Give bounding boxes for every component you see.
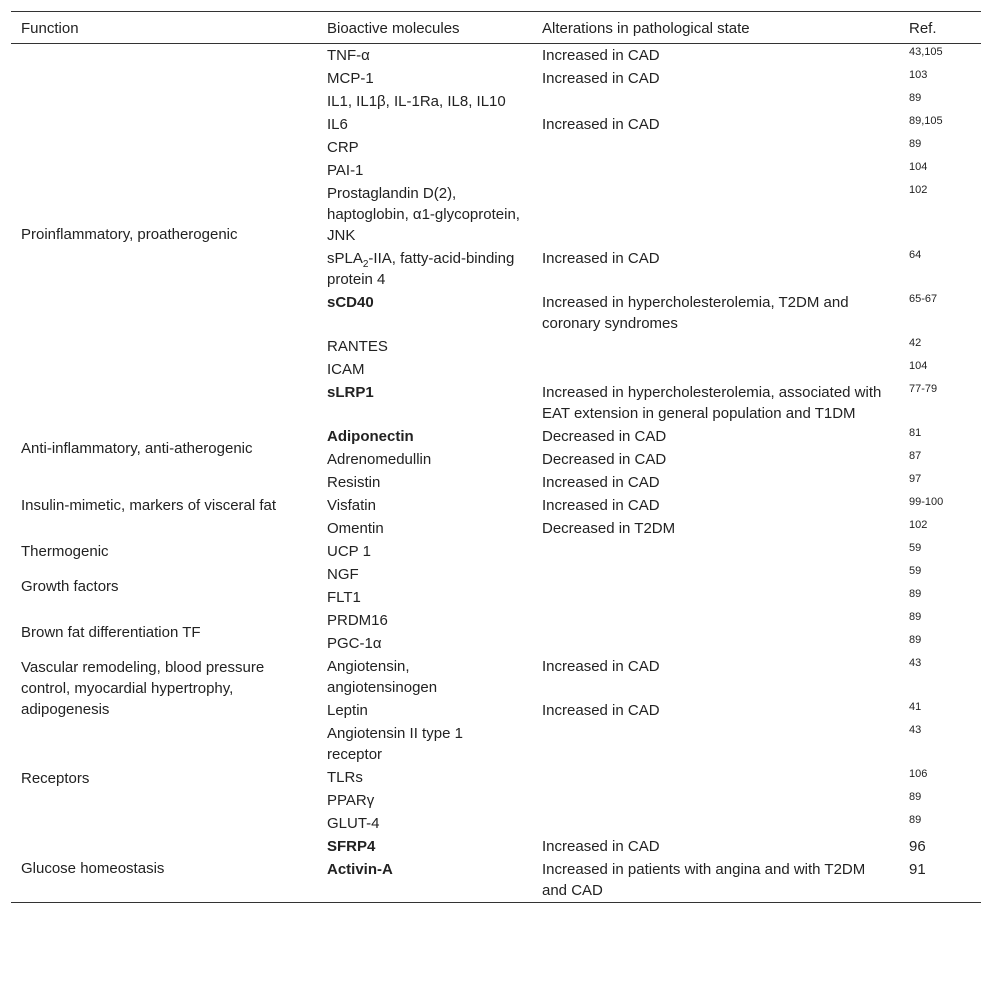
alteration-cell <box>532 182 899 247</box>
alteration-cell <box>532 159 899 182</box>
function-cell: Growth factors <box>21 577 119 595</box>
alteration-cell: Decreased in T2DM <box>542 520 676 537</box>
molecule-text: Adiponectin <box>327 428 414 445</box>
molecule-text: -IIA, fatty-acid-binding protein 4 <box>327 250 515 288</box>
molecule-cell <box>317 113 532 136</box>
table-row <box>11 609 981 632</box>
alteration-cell: Decreased in CAD <box>542 451 667 468</box>
ref-cell: 89 <box>909 814 922 826</box>
ref-cell: 81 <box>909 427 922 439</box>
molecule-cell <box>317 722 532 766</box>
table-row <box>11 44 981 68</box>
molecule-text: IL6 <box>327 116 348 133</box>
ref-cell: 96 <box>909 838 926 855</box>
ref-cell: 99-100 <box>909 496 944 508</box>
alteration-cell <box>532 812 899 835</box>
molecule-text: NGF <box>327 566 359 583</box>
ref-cell: 89 <box>909 588 922 600</box>
function-cell: Insulin-mimetic, markers of visceral fat <box>21 497 277 514</box>
molecule-cell <box>317 563 532 586</box>
ref-cell: 102 <box>909 519 928 531</box>
ref-cell: 87 <box>909 450 922 462</box>
alteration-cell <box>532 540 899 563</box>
molecule-cell <box>317 291 532 335</box>
molecule-cell <box>317 247 532 291</box>
ref-cell: 103 <box>909 69 928 81</box>
table-row <box>11 471 981 494</box>
data-table <box>11 11 981 903</box>
molecule-text: Angiotensin, angiotensinogen <box>327 658 438 696</box>
molecule-text: FLT1 <box>327 589 361 606</box>
alteration-cell <box>532 358 899 381</box>
table-row <box>11 655 981 699</box>
table-body <box>11 44 981 903</box>
molecule-cell <box>317 812 532 835</box>
function-cell: Brown fat differentiation TF <box>21 623 201 641</box>
table-row <box>11 835 981 858</box>
alteration-cell: Increased in CAD <box>542 250 660 267</box>
ref-cell: 102 <box>909 184 928 196</box>
molecule-text: MCP-1 <box>327 70 374 87</box>
molecule-text: sPLA <box>327 250 363 267</box>
molecule-text: Prostaglandin D(2), haptoglobin, α1-glycoprotein, JNK <box>327 185 520 244</box>
molecule-cell <box>317 159 532 182</box>
alteration-cell <box>532 136 899 159</box>
ref-cell: 106 <box>909 768 928 780</box>
ref-cell: 43 <box>909 657 922 669</box>
ref-cell: 89 <box>909 92 922 104</box>
ref-cell: 65-67 <box>909 293 938 305</box>
molecule-cell <box>317 835 532 858</box>
ref-cell: 64 <box>909 249 922 261</box>
ref-cell: 41 <box>909 701 922 713</box>
alteration-cell <box>532 632 899 655</box>
molecule-text: IL1, IL1β, IL-1Ra, IL8, IL10 <box>327 93 506 110</box>
header-alterations: Alterations in pathological state <box>542 20 750 37</box>
function-cell: Thermogenic <box>21 543 109 560</box>
alteration-cell <box>532 609 899 632</box>
header-molecules: Bioactive molecules <box>327 20 460 37</box>
molecule-text: Leptin <box>327 702 368 719</box>
molecule-cell <box>317 655 532 699</box>
header-row <box>11 12 981 44</box>
ref-cell: 89 <box>909 634 922 646</box>
molecule-text: Activin-A <box>327 861 393 878</box>
alteration-cell: Increased in CAD <box>542 838 660 855</box>
molecule-cell <box>317 858 532 903</box>
molecule-text: TLRs <box>327 769 363 786</box>
molecule-subscript: 2 <box>362 259 369 270</box>
alteration-cell: Increased in CAD <box>542 47 660 64</box>
function-cell: Receptors <box>21 770 90 787</box>
molecule-cell <box>317 335 532 358</box>
molecule-cell <box>317 136 532 159</box>
function-cell: Glucose homeostasis <box>21 860 165 877</box>
molecule-cell <box>317 609 532 632</box>
alteration-cell: Increased in CAD <box>542 116 660 133</box>
alteration-cell: Increased in patients with angina and with T2DM and CAD <box>542 861 866 899</box>
molecule-cell <box>317 586 532 609</box>
molecule-text: Visfatin <box>327 497 376 514</box>
alteration-cell: Increased in hypercholesterolemia, T2DM and coronary syndromes <box>542 294 849 332</box>
table-row <box>11 722 981 766</box>
header-function: Function <box>21 20 79 37</box>
table-row <box>11 540 981 563</box>
function-cell: Proinflammatory, proatherogenic <box>21 226 238 243</box>
alteration-cell: Increased in CAD <box>542 497 660 514</box>
molecule-cell <box>317 425 532 448</box>
molecule-cell <box>317 540 532 563</box>
alteration-cell: Decreased in CAD <box>542 428 667 445</box>
molecule-cell <box>317 448 532 471</box>
molecule-cell <box>317 90 532 113</box>
molecule-text: TNF-α <box>327 47 370 64</box>
molecule-text: Adrenomedullin <box>327 451 432 468</box>
ref-cell: 43,105 <box>909 46 943 58</box>
table-header <box>11 12 981 44</box>
alteration-cell <box>532 722 899 766</box>
alteration-cell: Increased in CAD <box>542 474 660 491</box>
ref-cell: 104 <box>909 360 928 372</box>
molecule-text: PPARγ <box>327 792 375 809</box>
molecule-cell <box>317 789 532 812</box>
ref-cell: 89 <box>909 791 922 803</box>
molecule-text: Omentin <box>327 520 384 537</box>
molecule-text: ICAM <box>327 361 365 378</box>
ref-cell: 59 <box>909 542 922 554</box>
molecule-text: sCD40 <box>327 294 374 311</box>
molecule-cell <box>317 44 532 68</box>
molecule-text: RANTES <box>327 338 388 355</box>
molecule-cell <box>317 766 532 789</box>
molecule-text: sLRP1 <box>327 384 374 401</box>
alteration-cell <box>532 90 899 113</box>
alteration-cell <box>532 789 899 812</box>
molecule-cell <box>317 381 532 425</box>
function-cell: Anti-inflammatory, anti-atherogenic <box>21 439 253 457</box>
ref-cell: 104 <box>909 161 928 173</box>
molecule-text: SFRP4 <box>327 838 376 855</box>
header-ref: Ref. <box>909 20 937 37</box>
molecule-text: Angiotensin II type 1 receptor <box>327 725 463 763</box>
function-cell: Vascular remodeling, blood pressure control, myocardial hypertrophy, adipogenesis <box>21 659 265 718</box>
alteration-cell: Increased in hypercholesterolemia, associated with EAT extension in general population and T1DM <box>542 384 882 422</box>
ref-cell: 91 <box>909 861 926 878</box>
molecule-text: PGC-1α <box>327 635 382 652</box>
alteration-cell: Increased in CAD <box>542 702 660 719</box>
alteration-cell <box>532 766 899 789</box>
ref-cell: 77-79 <box>909 383 938 395</box>
molecule-text: CRP <box>327 139 359 156</box>
molecule-cell <box>317 517 532 540</box>
table-row <box>11 563 981 586</box>
ref-cell: 97 <box>909 473 922 485</box>
ref-cell: 43 <box>909 724 922 736</box>
alteration-cell <box>532 563 899 586</box>
molecule-cell <box>317 494 532 517</box>
molecule-text: Resistin <box>327 474 381 491</box>
ref-cell: 89 <box>909 138 922 150</box>
ref-cell: 89 <box>909 611 922 623</box>
molecule-cell <box>317 358 532 381</box>
molecule-cell <box>317 632 532 655</box>
ref-cell: 59 <box>909 565 922 577</box>
molecule-cell <box>317 699 532 722</box>
ref-cell: 42 <box>909 337 922 349</box>
molecule-text: PRDM16 <box>327 612 388 629</box>
alteration-cell: Increased in CAD <box>542 70 660 87</box>
molecule-text: PAI-1 <box>327 162 364 179</box>
alteration-cell <box>532 335 899 358</box>
molecule-cell <box>317 471 532 494</box>
molecule-cell <box>317 182 532 247</box>
table-row <box>11 425 981 448</box>
molecule-cell <box>317 67 532 90</box>
alteration-cell: Increased in CAD <box>542 658 660 675</box>
ref-cell: 89,105 <box>909 115 943 127</box>
molecule-text: UCP 1 <box>327 543 371 560</box>
molecule-text: GLUT-4 <box>327 815 380 832</box>
alteration-cell <box>532 586 899 609</box>
